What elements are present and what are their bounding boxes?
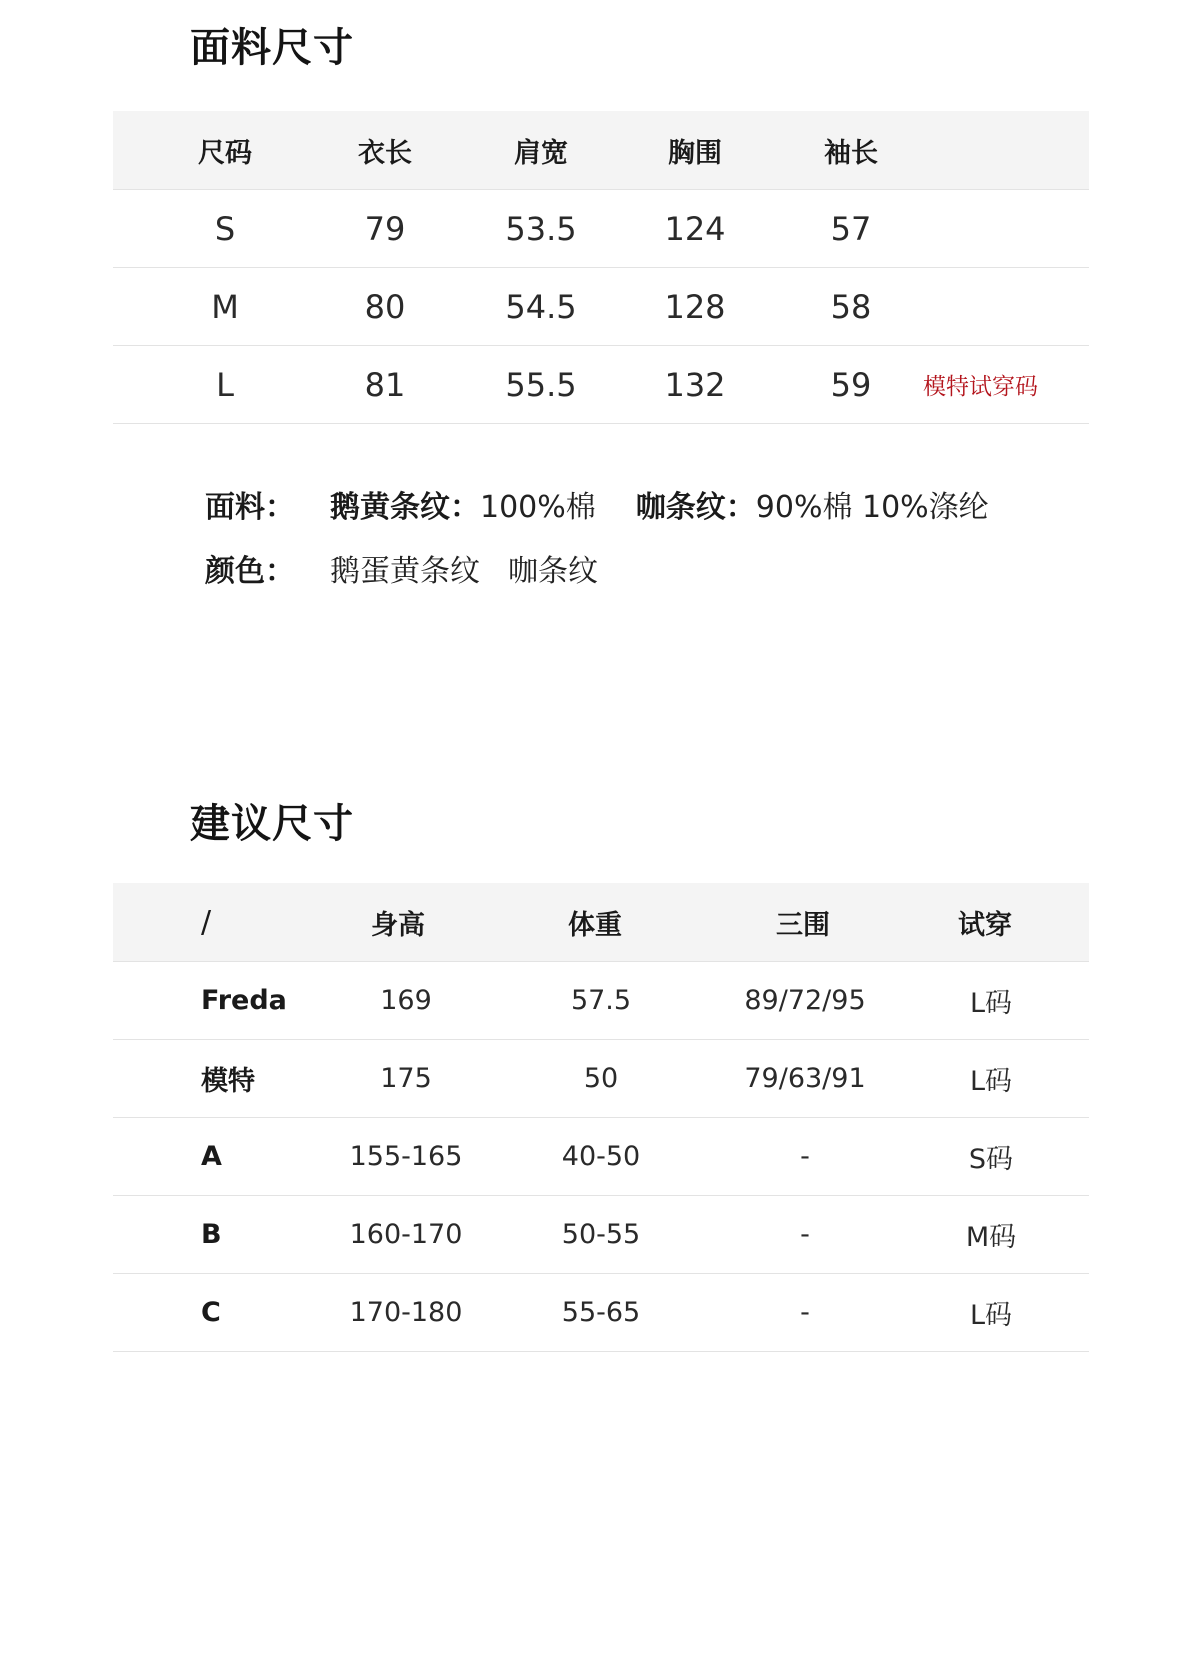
chest-value: 132 bbox=[664, 365, 726, 404]
weight-value: 57.5 bbox=[570, 985, 632, 1016]
measurements-value: 79/63/91 bbox=[744, 1063, 866, 1094]
table-row bbox=[113, 190, 1089, 268]
person-name: A bbox=[201, 1141, 222, 1172]
height-value: 160-170 bbox=[349, 1219, 463, 1250]
material-2-name: 咖条纹： bbox=[635, 490, 756, 525]
header-shoulder: 肩宽 bbox=[514, 137, 568, 169]
length-value: 81 bbox=[364, 365, 406, 404]
header-measurements: 三围 bbox=[776, 909, 830, 941]
table-row bbox=[113, 268, 1089, 346]
sleeve-value: 59 bbox=[830, 365, 872, 404]
length-value: 79 bbox=[364, 209, 406, 248]
measurements-value: - bbox=[800, 1219, 810, 1250]
chest-value: 124 bbox=[664, 209, 726, 248]
color-1: 鹅蛋黄条纹 bbox=[330, 554, 480, 589]
height-value: 169 bbox=[380, 985, 432, 1016]
person-name: 模特 bbox=[201, 1066, 255, 1097]
person-name: Freda bbox=[201, 985, 287, 1016]
shoulder-value: 53.5 bbox=[505, 209, 577, 248]
fabric-size-table bbox=[113, 111, 1089, 424]
person-name: B bbox=[201, 1219, 222, 1250]
fit-value: M码 bbox=[965, 1222, 1017, 1253]
weight-value: 40-50 bbox=[561, 1141, 641, 1172]
size-value: L bbox=[216, 365, 234, 404]
color-2: 咖条纹 bbox=[508, 554, 598, 589]
header-size: 尺码 bbox=[198, 137, 252, 169]
table-row bbox=[113, 1118, 1089, 1196]
fit-value: L码 bbox=[969, 1300, 1013, 1331]
fit-value: L码 bbox=[969, 1066, 1013, 1097]
measurements-value: - bbox=[800, 1297, 810, 1328]
table-row bbox=[113, 1196, 1089, 1274]
header-height: 身高 bbox=[371, 909, 425, 941]
measurements-value: - bbox=[800, 1141, 810, 1172]
material-1-value: 100%棉 bbox=[480, 490, 596, 525]
color-label: 颜色： bbox=[205, 554, 295, 589]
suggested-size-table bbox=[113, 883, 1089, 1352]
material-2-value: 90%棉 10%涤纶 bbox=[755, 490, 989, 525]
weight-value: 55-65 bbox=[561, 1297, 641, 1328]
chest-value: 128 bbox=[664, 287, 726, 326]
shoulder-value: 54.5 bbox=[505, 287, 577, 326]
material-1-name: 鹅黄条纹： bbox=[330, 490, 480, 525]
table-row bbox=[113, 1040, 1089, 1118]
weight-value: 50 bbox=[583, 1063, 619, 1094]
header-weight: 体重 bbox=[568, 909, 622, 941]
color-line bbox=[205, 546, 598, 590]
material-line bbox=[205, 482, 989, 526]
fit-value: S码 bbox=[968, 1144, 1014, 1175]
weight-value: 50-55 bbox=[561, 1219, 641, 1250]
table-header bbox=[113, 111, 1089, 190]
shoulder-value: 55.5 bbox=[505, 365, 577, 404]
header-slash: / bbox=[201, 904, 212, 940]
header-fit: 试穿 bbox=[958, 909, 1012, 941]
length-value: 80 bbox=[364, 287, 406, 326]
height-value: 170-180 bbox=[349, 1297, 463, 1328]
person-name: C bbox=[201, 1297, 221, 1328]
table-header bbox=[113, 883, 1089, 962]
table-row bbox=[113, 962, 1089, 1040]
header-chest: 胸围 bbox=[668, 137, 722, 169]
fit-value: L码 bbox=[969, 988, 1013, 1019]
sleeve-value: 58 bbox=[830, 287, 872, 326]
header-sleeve: 袖长 bbox=[824, 137, 878, 169]
height-value: 175 bbox=[380, 1063, 432, 1094]
header-length: 衣长 bbox=[358, 137, 412, 169]
size-value: S bbox=[214, 209, 236, 248]
size-value: M bbox=[211, 287, 239, 326]
suggested-size-title: 建议尺寸 bbox=[190, 801, 354, 847]
table-row bbox=[113, 346, 1089, 424]
measurements-value: 89/72/95 bbox=[744, 985, 866, 1016]
material-label: 面料： bbox=[205, 490, 295, 525]
height-value: 155-165 bbox=[349, 1141, 463, 1172]
sleeve-value: 57 bbox=[830, 209, 872, 248]
model-size-note: 模特试穿码 bbox=[923, 374, 1038, 400]
fabric-size-title: 面料尺寸 bbox=[190, 25, 354, 71]
table-row bbox=[113, 1274, 1089, 1352]
